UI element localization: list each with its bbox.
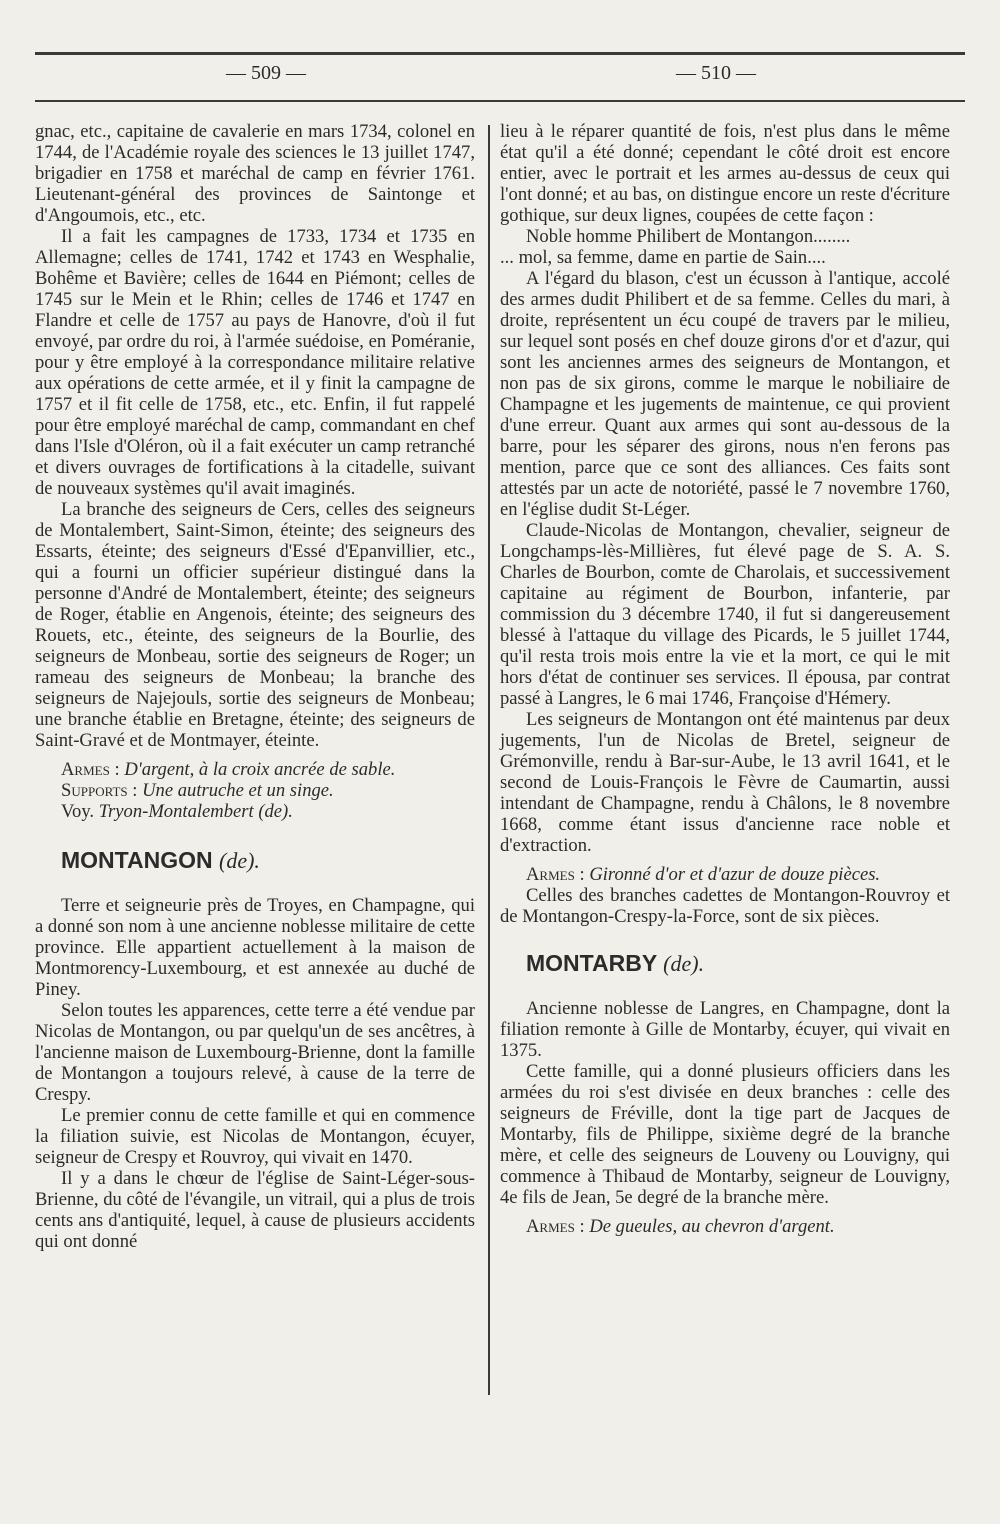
voy-text: Tryon-Montalembert (de). (98, 801, 293, 822)
arms-label: Armes : (61, 759, 120, 780)
paragraph: Claude-Nicolas de Montangon, chevalier, seigneur de Longchamps-lès-Millières, fut élevé page de S. A. S. Charles de Bourbon, comte de Charolais, et successivement capitaine au régiment de Bourbon, infanterie, par commission du 3 décembre 1740, il fut si dangereusement blessé à l'attaque du village des Picards, le 5 juillet 1744, qu'il resta trois mois entre la vie et la mort, ce qui le mit hors d'état de continuer ses services. Il épousa, par contrat passé à Langres, le 6 mai 1746, Françoise d'Hémery. (500, 520, 950, 709)
arms-text: De gueules, au chevron d'argent. (589, 1216, 835, 1237)
page-number-right: — 510 — (676, 62, 756, 84)
voy-line (35, 801, 475, 822)
arms-text: Gironné d'or et d'azur de douze pièces. (589, 864, 881, 885)
inscription-line: Noble homme Philibert de Montangon........ (526, 226, 851, 247)
paragraph: Ancienne noblesse de Langres, en Champagne, dont la filiation remonte à Gille de Montarby, écuyer, qui vivait en 1375. (500, 998, 950, 1061)
paragraph: A l'égard du blason, c'est un écusson à l'antique, accolé des armes dudit Philibert et de sa femme. Celles du mari, à droite, représentent un écu coupé de travers par le milieu, sur lequel sont posés en chef douze girons d'or et d'azur, qui sont les anciennes armes des seigneurs de Montangon, et non pas de six girons, comme le marque le nobiliaire de Champagne et les jugements de maintenue, ce qui provient d'une erreur. Quant aux armes qui sont au-dessous de la barre, pour les séparer des girons, nous n'en ferons pas mention, parce que ce sont des alliances. Ces faits sont attestés par un acte de notoriété, passé le 7 novembre 1760, en l'église dudit St-Léger. (500, 268, 950, 520)
column-divider (488, 125, 490, 1395)
heading-name: MONTANGON (61, 847, 213, 873)
paragraph: gnac, etc., capitaine de cavalerie en mars 1734, colonel en 1744, de l'Académie royale des sciences le 13 juillet 1747, brigadier en 1758 et maréchal de camp en février 1761. Lieutenant-général des provinces de Saintonge et d'Angoumois, etc., etc. (35, 121, 475, 226)
paragraph: lieu à le réparer quantité de fois, n'est plus dans le même état qu'il a été donné; cependant le côté droit est encore entier, avec le portrait et les armes au-dessus de ceux qui l'ont donné; et au bas, on distingue encore un reste d'écriture gothique, sur deux lignes, coupées de cette façon : (500, 121, 950, 226)
heading-particle: (de). (663, 951, 705, 976)
heading-particle: (de). (219, 848, 260, 873)
arms-line (500, 1216, 950, 1237)
voy-label: Voy. (61, 801, 95, 822)
page-number-left: — 509 — (226, 62, 306, 84)
arms-line (35, 759, 475, 780)
paragraph: Il y a dans le chœur de l'église de Saint-Léger-sous-Brienne, du côté de l'évangile, un vitrail, qui a plus de trois cents ans d'antiquité, lequel, à cause de plusieurs accidents qui ont donné (35, 1168, 475, 1252)
paragraph: La branche des seigneurs de Cers, celles des seigneurs de Montalembert, Saint-Simon, éteinte; des seigneurs des Essarts, éteinte; des seigneurs d'Essé d'Epanvillier, etc., qui a fourni un officier supérieur distingué dans la personne d'André de Montalembert, éteinte; des seigneurs de Roger, établie en Angenois, éteinte; des seigneurs des Rouets, etc., éteinte, des seigneurs de la Bourlie, des seigneurs de Monbeau, sortie des seigneurs de Roger; un rameau des seigneurs de Monbeau; la branche des seigneurs de Najejouls, sortie des seigneurs de Monbeau; une branche établie en Bretagne, éteinte; des seigneurs de Saint-Gravé et de Montmayer, éteinte. (35, 499, 475, 751)
arms-text: D'argent, à la croix ancrée de sable. (124, 759, 396, 780)
section-heading (61, 847, 475, 873)
arms-line (500, 864, 950, 885)
heading-name: MONTARBY (526, 950, 657, 976)
paragraph: Selon toutes les apparences, cette terre a été vendue par Nicolas de Montangon, ou par quelqu'un de ses ancêtres, à l'ancienne maison de Luxembourg-Brienne, dont la famille de Montangon a toujours relevé, à cause de la terre de Crespy. (35, 1000, 475, 1105)
paragraph: Celles des branches cadettes de Montangon-Rouvroy et de Montangon-Crespy-la-Force, sont de six pièces. (500, 885, 950, 927)
paragraph: Les seigneurs de Montangon ont été maintenus par deux jugements, l'un de Nicolas de Bretel, seigneur de Grémonville, rendu à Bar-sur-Aube, le 13 avril 1641, et le second de Louis-François le Fèvre de Caumartin, aussi intendant de Champagne, rendu à Châlons, le 8 novembre 1668, comme étant issus d'ancienne race noble et d'extraction. (500, 709, 950, 856)
arms-label: Armes : (526, 1216, 585, 1237)
paragraph: Cette famille, qui a donné plusieurs officiers dans les armées du roi s'est divisée en deux branches : celle des seigneurs de Fréville, dont la tige part de Jacques de Montarby, fils de Philippe, sixième degré de la branche mère, et celle des seigneurs de Louveny ou Louvigny, qui commence à Thibaud de Montarby, seigneur de Louvigny, 4e fils de Jean, 5e degré de la branche mère. (500, 1061, 950, 1208)
supports-text: Une autruche et un singe. (142, 780, 334, 801)
paragraph: Terre et seigneurie près de Troyes, en Champagne, qui a donné son nom à une ancienne noblesse militaire de cette province. Elle appartient actuellement à la maison de Montmorency-Luxembourg, et est annexée au duché de Piney. (35, 895, 475, 1000)
inscription-line: ... mol, sa femme, dame en partie de Sain.... (500, 247, 826, 268)
header-rule (35, 100, 965, 102)
top-rule (35, 52, 965, 55)
paragraph: Il a fait les campagnes de 1733, 1734 et 1735 en Allemagne; celles de 1741, 1742 et 1743 en Wesphalie, Bohême et Bavière; celles de 1644 en Piémont; celles de 1745 sur le Mein et le Rhin; celles de 1746 et 1747 en Flandre et celle de 1757 au pays de Hanovre, d'où il fut envoyé, par ordre du roi, à l'armée suédoise, en Poméranie, pour y être employé à la correspondance militaire relative aux opérations de cette armée, et il y finit la campagne de 1757 et il fit celle de 1758, etc., etc. Enfin, il fut rappelé pour être employé maréchal de camp, commandant en chef dans l'Isle d'Oléron, où il a fait exécuter un camp retranché et divers ouvrages de fortifications à la citadelle, suivant de nouveaux systèmes qu'il avait imaginés. (35, 226, 475, 499)
arms-label: Armes : (526, 864, 585, 885)
left-column (35, 121, 475, 1252)
supports-line (35, 780, 475, 801)
supports-label: Supports : (61, 780, 138, 801)
section-heading (526, 950, 950, 976)
paragraph: Le premier connu de cette famille et qui en commence la filiation suivie, est Nicolas de Montangon, écuyer, seigneur de Crespy et Rouvroy, qui vivait en 1470. (35, 1105, 475, 1168)
right-column (500, 121, 950, 1237)
